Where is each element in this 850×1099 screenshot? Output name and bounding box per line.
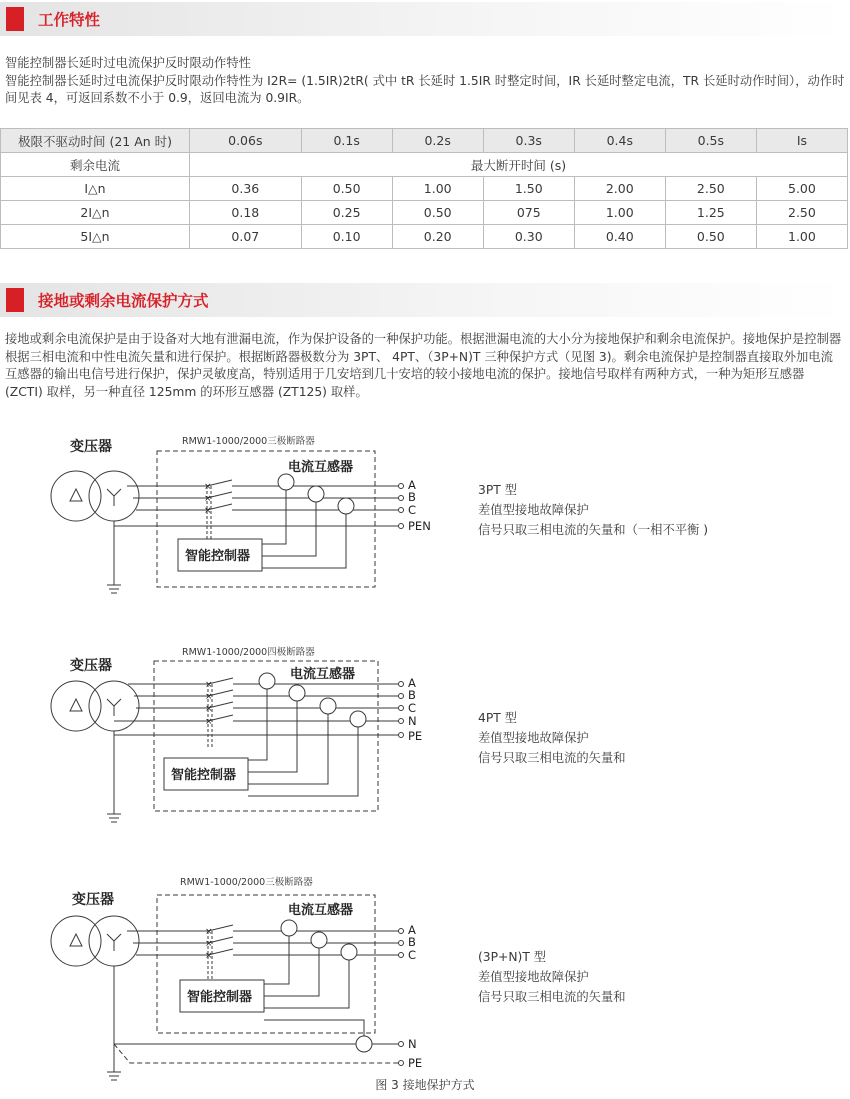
terminal-icon: [399, 682, 404, 687]
table-header-cell: 0.2s: [392, 129, 483, 153]
ground-icon: [107, 814, 121, 822]
terminal-icon: [399, 694, 404, 699]
terminal-label: N: [408, 714, 417, 728]
ct-signal-wires: [248, 689, 358, 796]
desc-line: 差值型接地故障保护: [478, 731, 589, 745]
contact-mark: ×: [205, 717, 213, 727]
figure-caption: 图 3 接地保护方式: [375, 1078, 475, 1092]
ct-coil-c: [320, 698, 336, 714]
table-cell: 0.36: [190, 177, 302, 201]
breaker-label: RMW1-1000/2000四极断路器: [182, 647, 315, 658]
table-cell: 1.00: [574, 201, 665, 225]
diagram-3p-n-t: [51, 876, 422, 1080]
table-cell: 0.40: [574, 225, 665, 249]
diagram-3p-n-t-description: [478, 947, 626, 1007]
ground-icon: [107, 585, 121, 593]
terminal-icon: [399, 496, 404, 501]
transformer-label: 变压器: [70, 658, 112, 674]
terminal-label: A: [408, 478, 416, 492]
table-cell: 0.50: [665, 225, 756, 249]
ct-signal-wires: [262, 490, 346, 568]
table-cell: 1.00: [392, 177, 483, 201]
desc-line: 信号只取三相电流的矢量和（一相不平衡 ): [478, 523, 709, 537]
terminal-icon: [399, 1061, 404, 1066]
desc-line: 差值型接地故障保护: [478, 503, 589, 517]
line-pe: [114, 1044, 398, 1063]
diagram-3pt: [51, 435, 431, 593]
terminal-label: N: [408, 1037, 417, 1051]
contact-mark: ×: [205, 704, 213, 714]
delta-symbol: [70, 489, 82, 501]
table-cell: 0.07: [190, 225, 302, 249]
ground-protection-text: 接地或剩余电流保护是由于设备对大地有泄漏电流，作为保护设备的一种保护功能。根据泄漏电流的大小分为接地保护和剩余电流保护。接地保护是控制器根据三相电流和中性电流矢量和进行保护。根据断路器极数分为 3PT、 4PT、（3P+N)T 三种保护方式（见图 3)。剩余电流保护是控制器直接取外加电流互感器的输出电信号进行保护，保护灵敏度高，特别适用于几安培到几十安培的较小接地电流的保护。接地信号取样有两种方式，一种为矩形互感器 (ZCTI) 取样，另一种直径 125mm 的环形互感器 (ZT125) 取样。: [5, 332, 842, 399]
table-cell: 5.00: [756, 177, 847, 201]
table-cell: 1.25: [665, 201, 756, 225]
terminal-label: PEN: [408, 519, 431, 533]
contact-mark: ×: [204, 506, 212, 516]
terminal-icon: [399, 524, 404, 529]
table-cell: 5I△n: [1, 225, 190, 249]
table-cell: 1.00: [756, 225, 847, 249]
contact-mark: ×: [205, 951, 213, 961]
table-cell: 075: [483, 201, 574, 225]
terminal-icon: [399, 484, 404, 489]
table-cell: 0.50: [392, 201, 483, 225]
table-header-cell: 0.06s: [190, 129, 302, 153]
line-b: [134, 690, 398, 696]
external-ct-signal-wire: [264, 1020, 364, 1038]
delta-symbol: [70, 934, 82, 946]
table-header-cell: 0.4s: [574, 129, 665, 153]
section-title: 接地或剩余电流保护方式: [38, 292, 209, 310]
terminal-label: C: [408, 948, 417, 962]
contact-mark: ×: [204, 494, 212, 504]
transformer-primary-coil: [51, 681, 101, 731]
table-header-cell: 0.1s: [301, 129, 392, 153]
contact-mark: ×: [205, 680, 213, 690]
terminal-icon: [399, 1042, 404, 1047]
delta-symbol: [70, 699, 82, 711]
ct-coil-n: [350, 711, 366, 727]
para-line-1: 智能控制器长延时过电流保护反时限动作特性: [5, 56, 251, 70]
line-b: [133, 937, 398, 943]
ct-label: 电流互感器: [290, 667, 356, 682]
terminal-label: B: [408, 935, 416, 949]
terminal-icon: [399, 941, 404, 946]
terminal-label: B: [408, 490, 416, 504]
table-cell: I△n: [1, 177, 190, 201]
controller-label: 智能控制器: [171, 768, 237, 783]
terminal-label: PE: [408, 1056, 423, 1070]
table-cell: 2.50: [665, 177, 756, 201]
wye-symbol: [107, 934, 121, 951]
line-b: [133, 492, 398, 498]
terminal-label: PE: [408, 729, 423, 743]
desc-line: 差值型接地故障保护: [478, 970, 589, 984]
terminal-icon: [399, 508, 404, 513]
ct-coil-a: [259, 673, 275, 689]
line-a: [127, 925, 398, 931]
terminal-label: B: [408, 688, 416, 702]
desc-type: 3PT 型: [478, 483, 517, 497]
controller-label: 智能控制器: [185, 549, 251, 564]
terminal-icon: [399, 953, 404, 958]
ct-coil-a: [281, 920, 297, 936]
section-title: 工作特性: [38, 11, 101, 29]
ct-coil-a: [278, 474, 294, 490]
table-header-cell: 0.5s: [665, 129, 756, 153]
table-cell: 0.18: [190, 201, 302, 225]
terminal-icon: [399, 929, 404, 934]
contact-mark: ×: [205, 692, 213, 702]
controller-label: 智能控制器: [187, 990, 253, 1005]
terminal-label: C: [408, 701, 417, 715]
wye-symbol: [107, 699, 121, 716]
diagram-4pt-description: [478, 708, 626, 768]
ct-label: 电流互感器: [288, 460, 354, 475]
contact-mark: ×: [205, 927, 213, 937]
table-cell: 0.50: [301, 177, 392, 201]
transformer-primary-coil: [51, 471, 101, 521]
terminal-label: C: [408, 503, 417, 517]
desc-type: (3P+N)T 型: [478, 950, 547, 964]
transformer-label: 变压器: [70, 439, 112, 455]
table-cell: 2I△n: [1, 201, 190, 225]
line-pe: [114, 731, 398, 735]
ct-coil-b: [311, 932, 327, 948]
table-cell: 1.50: [483, 177, 574, 201]
table-header-cell: 0.3s: [483, 129, 574, 153]
breaker-label: RMW1-1000/2000三极断路器: [182, 436, 315, 447]
table-cell: 0.30: [483, 225, 574, 249]
table-subheader-left: 剩余电流: [1, 153, 190, 177]
table-cell: 0.20: [392, 225, 483, 249]
contact-mark: ×: [205, 939, 213, 949]
desc-line: 信号只取三相电流的矢量和: [478, 990, 626, 1004]
terminal-label: A: [408, 676, 416, 690]
table-cell: 0.25: [301, 201, 392, 225]
breaker-label: RMW1-1000/2000三极断路器: [180, 877, 313, 888]
ct-coil-c: [341, 944, 357, 960]
table-header-cell: 极限不驱动时间 (21 An 时): [1, 129, 190, 153]
line-c: [136, 949, 398, 955]
table-header-cell: Is: [756, 129, 847, 153]
external-ct-coil: [356, 1036, 372, 1052]
terminal-icon: [399, 706, 404, 711]
para-line-2: 智能控制器长延时过电流保护反时限动作特性为 I2R= (1.5IR)2tR( 式中 tR 长延时 1.5IR 时整定时间，IR 长延时整定电流，TR 长延时动作时间），动作时间见表 4，可返回系数不小于 0.9，返回电流为 0.9IR。: [5, 73, 845, 105]
terminal-icon: [399, 733, 404, 738]
desc-line: 信号只取三相电流的矢量和: [478, 751, 626, 765]
diagram-3pt-description: [478, 480, 708, 540]
ct-label: 电流互感器: [288, 903, 354, 918]
terminal-icon: [399, 719, 404, 724]
diagram-4pt: [51, 646, 422, 822]
line-a: [127, 480, 398, 486]
wye-symbol: [107, 489, 121, 506]
table-subheader-right: 最大断开时间 (s): [190, 153, 848, 177]
table-cell: 2.00: [574, 177, 665, 201]
ct-coil-c: [338, 498, 354, 514]
desc-type: 4PT 型: [478, 711, 517, 725]
ct-coil-b: [308, 486, 324, 502]
table-cell: 2.50: [756, 201, 847, 225]
transformer-primary-coil: [51, 916, 101, 966]
contact-mark: ×: [204, 482, 212, 492]
table-cell: 0.10: [301, 225, 392, 249]
ct-signal-wires: [264, 936, 349, 1008]
terminal-label: A: [408, 923, 416, 937]
line-c: [136, 504, 398, 510]
transformer-label: 变压器: [72, 892, 114, 908]
ct-coil-b: [289, 685, 305, 701]
